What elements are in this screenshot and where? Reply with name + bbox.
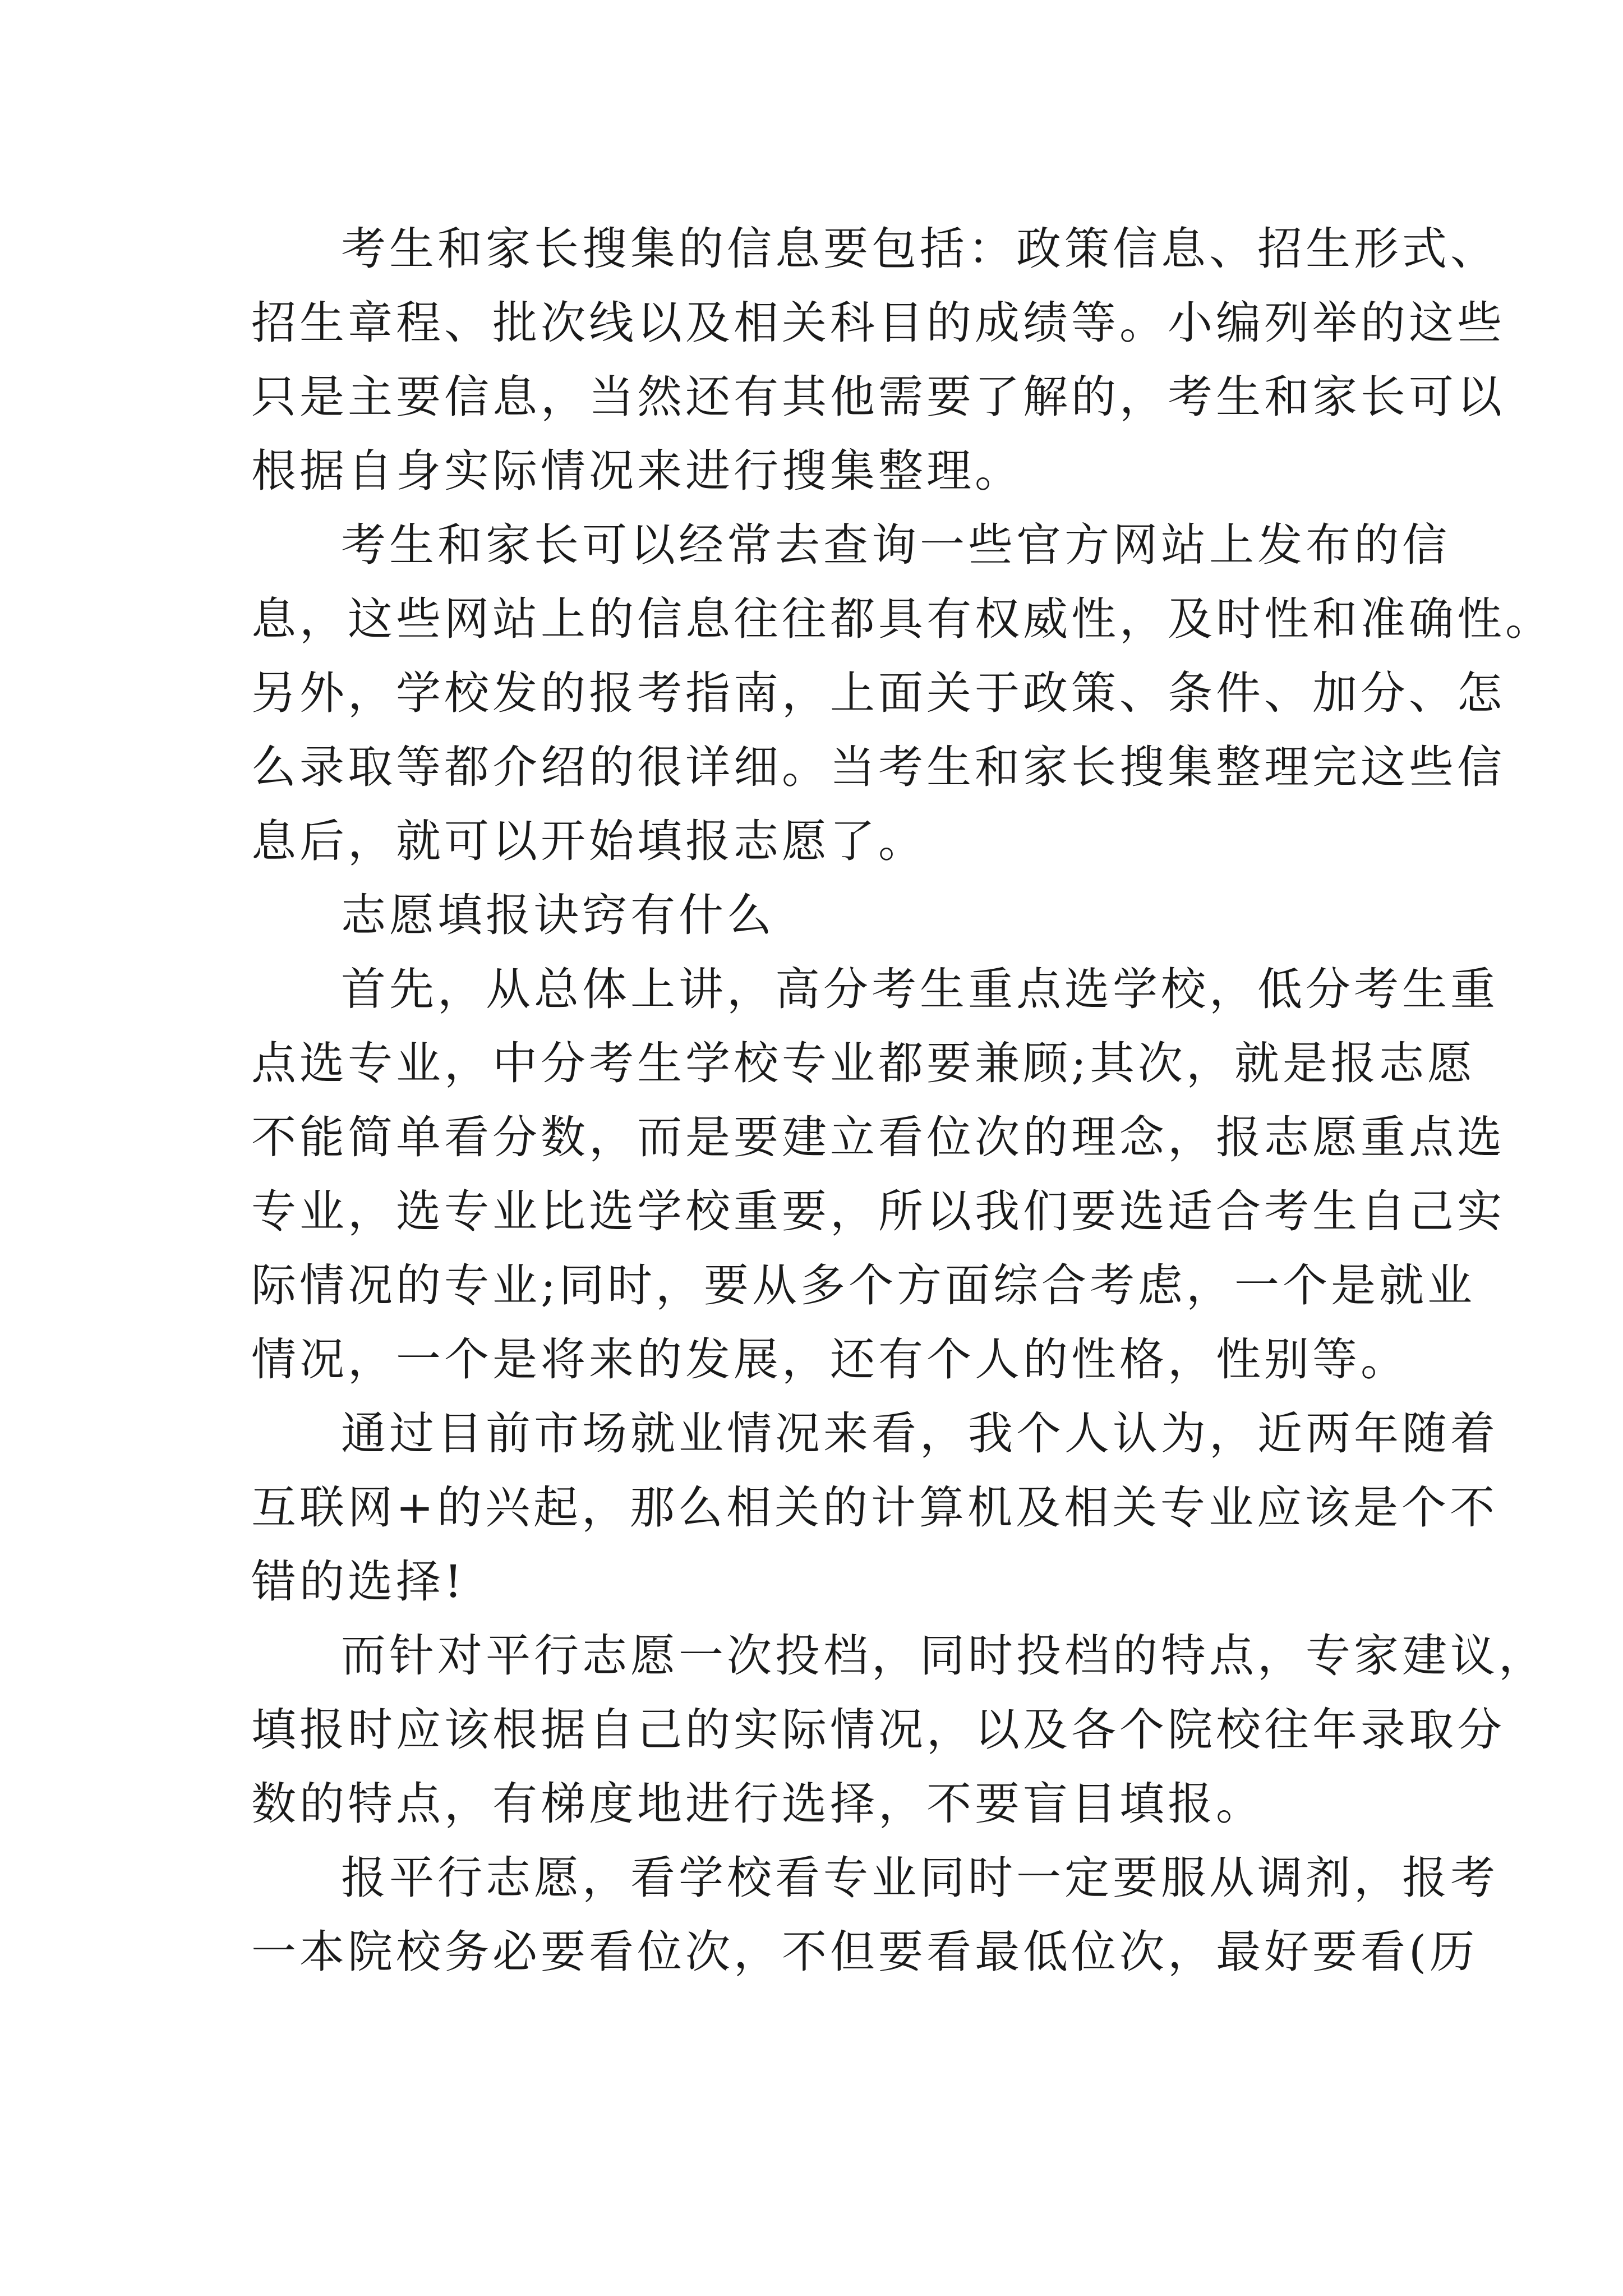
text-line: 点选专业，中分考生学校专业都要兼顾;其次，就是报志愿	[251, 1037, 1476, 1089]
document-body	[251, 212, 1553, 1989]
paragraph-info-collection	[251, 212, 1505, 508]
text-line: 际情况的专业;同时，要从多个方面综合考虑，一个是就业	[251, 1259, 1476, 1312]
paragraph-ranking-advice	[251, 1841, 1498, 1989]
text-line: 不能简单看分数，而是要建立看位次的理念，报志愿重点选	[251, 1111, 1505, 1163]
text-line: 根据自身实际情况来进行搜集整理。	[251, 445, 1023, 497]
text-line: 招生章程、批次线以及相关科目的成绩等。小编列举的这些	[251, 297, 1505, 349]
text-line: 息，这些网站上的信息往往都具有权威性，及时性和准确性。	[251, 593, 1553, 645]
text-line: 互联网+的兴起，那么相关的计算机及相关专业应该是个不	[251, 1481, 1498, 1534]
text-line: 错的选择!	[251, 1556, 466, 1608]
text-line: 而针对平行志愿一次投档，同时投档的特点，专家建议，	[341, 1630, 1547, 1682]
text-line: 数的特点，有梯度地进行选择，不要盲目填报。	[251, 1778, 1264, 1830]
text-line: 专业，选专业比选学校重要，所以我们要选适合考生自己实	[251, 1185, 1505, 1237]
text-line: 情况，一个是将来的发展，还有个人的性格，性别等。	[251, 1333, 1409, 1386]
paragraph-first-principles	[251, 953, 1505, 1397]
text-line: 考生和家长搜集的信息要包括：政策信息、招生形式、	[341, 223, 1498, 275]
heading-line: 志愿填报诀窍有什么	[341, 889, 775, 941]
text-line: 通过目前市场就业情况来看，我个人认为，近两年随着	[341, 1407, 1498, 1460]
text-line: 只是主要信息，当然还有其他需要了解的，考生和家长可以	[251, 371, 1505, 423]
text-line: 么录取等都介绍的很详细。当考生和家长搜集整理完这些信	[251, 741, 1505, 793]
paragraph-parallel-volunteer	[251, 1619, 1547, 1841]
text-line: 另外，学校发的报考指南，上面关于政策、条件、加分、怎	[251, 667, 1505, 719]
text-line: 首先，从总体上讲，高分考生重点选学校，低分考生重	[341, 963, 1498, 1015]
paragraph-job-market	[251, 1397, 1498, 1619]
text-line: 考生和家长可以经常去查询一些官方网站上发布的信	[341, 519, 1450, 571]
text-line: 息后，就可以开始填报志愿了。	[251, 815, 926, 867]
text-line: 报平行志愿，看学校看专业同时一定要服从调剂，报考	[341, 1852, 1498, 1904]
text-line: 一本院校务必要看位次，不但要看最低位次，最好要看(历	[251, 1926, 1478, 1978]
paragraph-official-websites	[251, 508, 1553, 878]
section-heading-tips	[251, 878, 1373, 953]
text-line: 填报时应该根据自己的实际情况，以及各个院校往年录取分	[251, 1704, 1505, 1756]
